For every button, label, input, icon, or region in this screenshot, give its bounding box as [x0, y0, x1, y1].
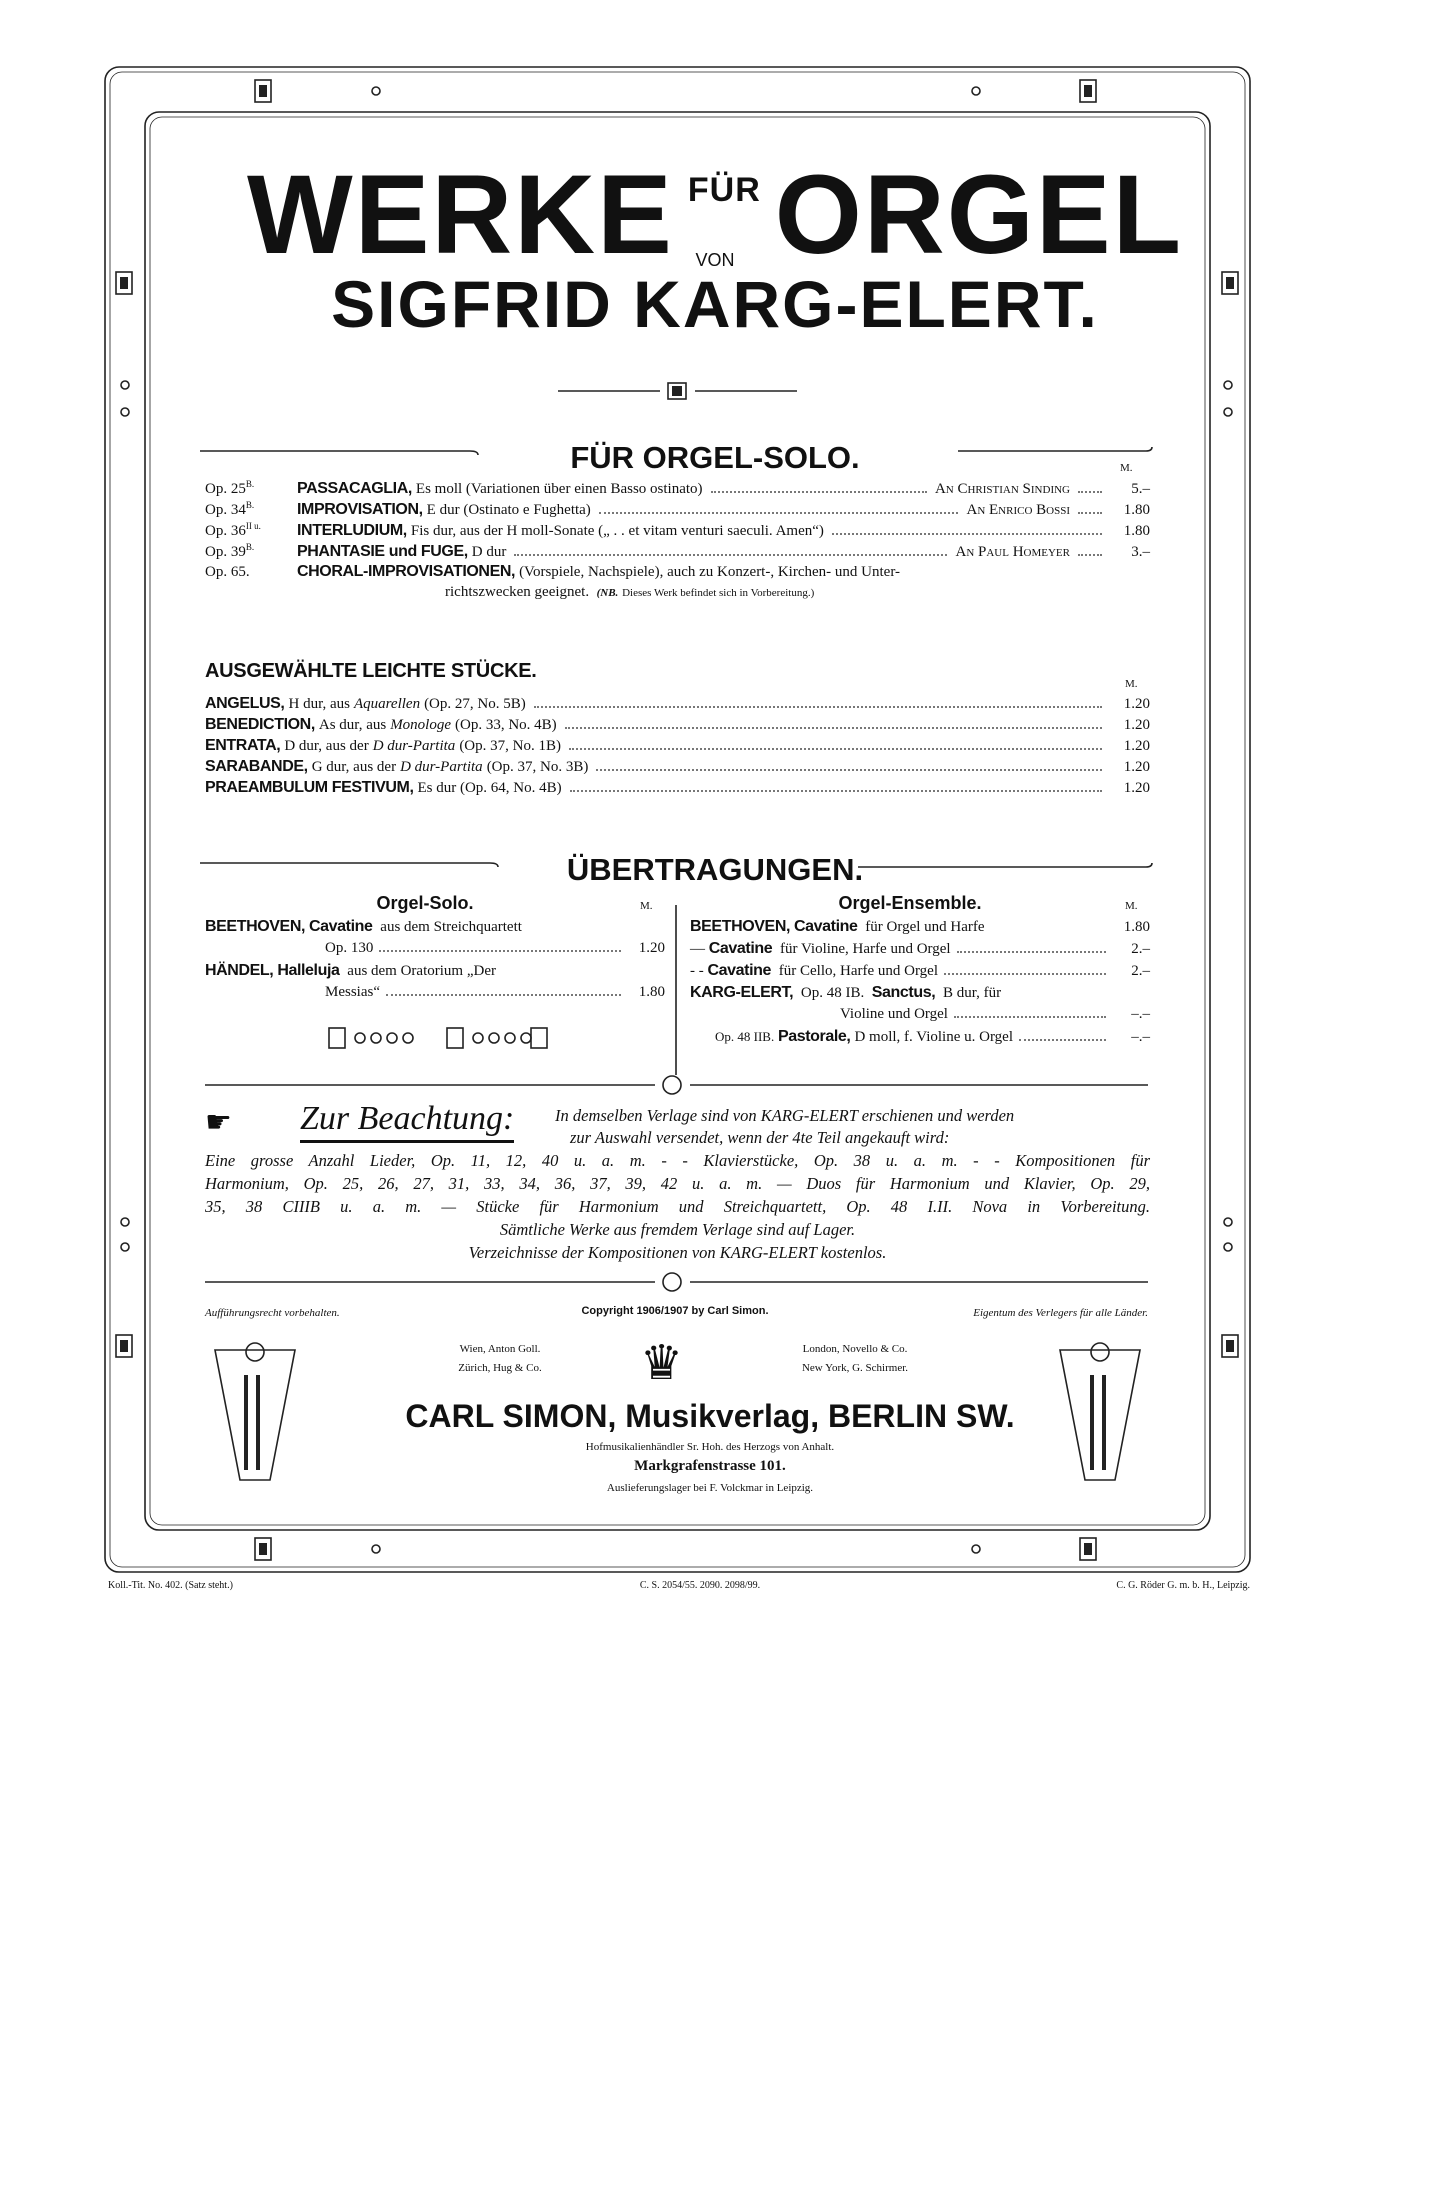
notice-title: Zur Beachtung:	[300, 1100, 514, 1143]
work-title: Cavatine	[707, 962, 771, 979]
solo-heading: FÜR ORGEL-SOLO.	[570, 440, 860, 475]
dot-leader	[1078, 554, 1102, 556]
ensemble-column-heading: Orgel-Ensemble.	[838, 893, 982, 913]
title-werke: WERKE	[246, 152, 674, 277]
composer: HÄNDEL,	[205, 962, 274, 979]
easy-row	[205, 758, 1150, 779]
notice-line-1: Eine grosse Anzahl Lieder, Op. 11, 12, 40 u. a. m. - - Klavierstücke, Op. 38 u. a. m. - - Kompositionen für	[205, 1151, 1150, 1170]
list-item-cont	[690, 1006, 1150, 1028]
list-item	[690, 940, 1150, 962]
opus-number: Op. 48 IIB.	[715, 1029, 775, 1044]
price: 1.20	[1123, 738, 1150, 754]
work-title: SARABANDE,	[205, 758, 308, 775]
work-row	[205, 521, 1150, 542]
notice-line-2: Harmonium, Op. 25, 26, 27, 31, 33, 34, 36, 37, 39, 42 u. a. m. — Duos für Harmonium und Klavier, Op. 29,	[205, 1174, 1150, 1193]
price: 1.80	[638, 984, 665, 1000]
collection-title: D dur-Partita	[372, 738, 456, 754]
notice-line-4: Sämtliche Werke aus fremdem Verlage sind auf Lager.	[499, 1220, 856, 1239]
work-description: Es moll (Variationen über einen Basso ostinato)	[415, 481, 703, 497]
ditto-mark: - -	[690, 963, 704, 979]
work-description: Es dur	[417, 780, 457, 796]
notice-intro-1: In demselben Verlage sind von KARG-ELERT erschienen und werden	[555, 1106, 1015, 1125]
work-description: As dur, aus	[318, 717, 387, 733]
price: 1.80	[1123, 502, 1150, 518]
work-description: aus dem Streichquartett	[380, 919, 522, 935]
work-title: Pastorale,	[777, 1028, 851, 1045]
work-title: BENEDICTION,	[205, 716, 315, 733]
work-description: (Vorspiele, Nachspiele), auch zu Konzert-, Kirchen- und Unter-	[519, 564, 901, 580]
work-row	[205, 479, 1150, 500]
easy-row	[205, 716, 1150, 737]
dot-leader	[569, 748, 1102, 750]
dot-leader	[944, 973, 1106, 975]
composer: KARG-ELERT,	[690, 984, 794, 1001]
opus-label: Op. 25	[205, 481, 246, 497]
opus-suffix: B.	[245, 542, 255, 552]
dot-leader	[386, 994, 621, 996]
opus-label: Op. 39	[205, 544, 246, 560]
opus-number	[205, 521, 297, 540]
work-description: Fis dur, aus der H moll-Sonate („ . . et vitam venturi saeculi. Amen“)	[410, 523, 824, 539]
dedication: An Paul Homeyer	[955, 544, 1070, 560]
dot-leader	[711, 491, 927, 493]
work-title: PRAEAMBULUM FESTIVUM,	[205, 779, 414, 796]
collection-title: D dur-Partita	[400, 759, 483, 775]
dedication: An Christian Sinding	[934, 481, 1070, 497]
work-title: INTERLUDIUM,	[297, 522, 407, 539]
price: 3.–	[1131, 544, 1150, 560]
opus-reference: (Op. 27, No. 5B)	[424, 696, 526, 712]
opus-number: Op. 48 IB.	[800, 985, 865, 1001]
opus-reference: (Op. 33, No. 4B)	[455, 717, 557, 733]
transcription-ensemble-list	[690, 918, 1150, 1050]
footer-left: Koll.-Tit. No. 402. (Satz steht.)	[108, 1580, 233, 1591]
opus-reference: (Op. 37, No. 3B)	[486, 759, 589, 775]
dot-leader	[514, 554, 947, 556]
opus-number	[205, 500, 297, 519]
work-description-cont: Messias“	[325, 984, 380, 1000]
dedication: An Enrico Bossi	[966, 502, 1070, 518]
nb-label: (NB.	[596, 587, 619, 599]
easy-row	[205, 779, 1150, 800]
agent: Zürich, Hug & Co.	[458, 1362, 542, 1374]
opus-suffix: B.	[245, 479, 255, 489]
price: 1.20	[638, 940, 665, 956]
dot-leader	[379, 950, 621, 952]
dot-leader	[1078, 491, 1102, 493]
work-row	[205, 500, 1150, 521]
notice-line-3: 35, 38 CIIIB u. a. m. — Stücke für Harmonium und Streichquartett, Op. 48 I.II. Nova in Vorbereitung.	[205, 1197, 1150, 1216]
opus-number: Op. 65.	[205, 564, 250, 580]
dot-leader	[954, 1016, 1106, 1018]
opus-number	[205, 542, 297, 561]
agents-left	[400, 1340, 600, 1378]
dot-leader	[832, 533, 1102, 535]
work-description: aus dem Oratorium „Der	[347, 963, 496, 979]
composer: BEETHOVEN,	[690, 918, 791, 935]
coat-of-arms-icon: ♛	[640, 1337, 684, 1390]
collection-title: Monologe	[390, 717, 452, 733]
dot-leader	[565, 727, 1102, 729]
easy-row	[205, 695, 1150, 716]
dot-leader	[599, 512, 959, 514]
solo-column-heading: Orgel-Solo.	[376, 893, 474, 913]
work-title: Cavatine	[794, 918, 858, 935]
dot-leader	[596, 769, 1102, 771]
dot-leader	[1078, 512, 1102, 514]
copyright: Copyright 1906/1907 by Carl Simon.	[581, 1305, 769, 1317]
price: 2.–	[1131, 941, 1150, 957]
composer-name: SIGFRID KARG-ELERT.	[331, 267, 1099, 341]
agent: London, Novello & Co.	[802, 1343, 908, 1355]
work-title: Sanctus,	[871, 984, 936, 1001]
currency-label: M.	[1125, 678, 1138, 690]
work-title: Cavatine	[708, 940, 773, 957]
publisher-address: Markgrafenstrasse 101.	[634, 1458, 786, 1474]
dot-leader	[1019, 1039, 1106, 1041]
footer-center: C. S. 2054/55. 2090. 2098/99.	[639, 1580, 761, 1591]
work-description: für Orgel und Harfe	[865, 919, 985, 935]
work-title: Cavatine	[309, 918, 373, 935]
notice-line-5: Verzeichnisse der Kompositionen von KARG-ELERT kostenlos.	[468, 1243, 887, 1262]
opus-label: Op. 34	[205, 502, 246, 518]
work-row	[205, 542, 1150, 563]
price: 1.80	[1123, 523, 1150, 539]
list-item	[690, 984, 1150, 1006]
court-title: Hofmusikalienhändler Sr. Hoh. des Herzogs von Anhalt.	[585, 1441, 835, 1453]
work-title: ENTRATA,	[205, 737, 281, 754]
price: 2.–	[1131, 963, 1150, 979]
opus-suffix: II u.	[245, 521, 261, 531]
work-title: Halleluja	[277, 962, 340, 979]
work-description: E dur (Ostinato e Fughetta)	[426, 502, 591, 518]
price: 5.–	[1131, 481, 1150, 497]
property-note: Eigentum des Verlegers für alle Länder.	[973, 1307, 1148, 1319]
work-description: D dur, aus der	[284, 738, 369, 754]
work-description: G dur, aus der	[311, 759, 397, 775]
price: 1.20	[1123, 717, 1150, 733]
easy-row	[205, 737, 1150, 758]
dot-leader	[570, 790, 1102, 792]
agent: Wien, Anton Goll.	[459, 1343, 541, 1355]
work-description: D dur	[471, 544, 507, 560]
list-item	[205, 962, 665, 984]
work-description: für Violine, Harfe und Orgel	[780, 941, 951, 957]
composer: BEETHOVEN,	[205, 918, 306, 935]
title-von: VON	[695, 250, 735, 270]
list-item	[690, 918, 1150, 940]
opus-number	[205, 479, 297, 498]
price: 1.20	[1123, 759, 1150, 775]
work-description: für Cello, Harfe und Orgel	[778, 963, 939, 979]
footer-right: C. G. Röder G. m. b. H., Leipzig.	[1116, 1580, 1250, 1591]
ditto-mark: —	[690, 941, 705, 957]
list-item	[205, 918, 665, 940]
agents-right	[750, 1340, 960, 1378]
choral-row	[205, 563, 1150, 584]
agent: New York, G. Schirmer.	[801, 1362, 909, 1374]
collection-title: Aquarellen	[353, 696, 421, 712]
work-title: PHANTASIE und FUGE,	[297, 543, 468, 560]
easy-heading: AUSGEWÄHLTE LEICHTE STÜCKE.	[205, 660, 537, 682]
list-item	[690, 962, 1150, 984]
work-description-cont: richtszwecken geeignet.	[445, 584, 590, 600]
publisher-name: CARL SIMON, Musikverlag, BERLIN SW.	[405, 1398, 1015, 1434]
opus-suffix: B.	[245, 500, 255, 510]
list-item	[690, 1028, 1150, 1050]
currency-label: M.	[1120, 462, 1133, 474]
work-title: IMPROVISATION,	[297, 501, 423, 518]
title-orgel: ORGEL	[774, 152, 1183, 277]
currency-label: M.	[640, 900, 653, 912]
opus-reference: (Op. 64, No. 4B)	[459, 780, 562, 796]
work-description: B dur, für	[943, 985, 1002, 1001]
opus-reference: (Op. 37, No. 1B)	[459, 738, 561, 754]
opus-number: Op. 130	[325, 940, 374, 956]
price: –.–	[1131, 1006, 1150, 1022]
rights-note: Aufführungsrecht vorbehalten.	[205, 1307, 340, 1319]
title-fuer: FÜR	[687, 171, 761, 209]
work-title: ANGELUS,	[205, 695, 285, 712]
work-title: PASSACAGLIA,	[297, 480, 412, 497]
price: 1.20	[1123, 696, 1150, 712]
notice-intro-2: zur Auswahl versendet, wenn der 4te Teil angekauft wird:	[570, 1128, 950, 1147]
price: 1.20	[1123, 780, 1150, 796]
nb-text: Dieses Werk befindet sich in Vorbereitung.)	[622, 587, 815, 599]
list-item-cont	[205, 984, 665, 1006]
transcriptions-heading: ÜBERTRAGUNGEN.	[566, 852, 864, 887]
work-description: D moll, f. Violine u. Orgel	[854, 1029, 1014, 1045]
price: –.–	[1131, 1029, 1150, 1045]
list-item-cont	[205, 940, 665, 962]
pointing-hand-icon: ☛	[205, 1106, 232, 1139]
work-description-cont: Violine und Orgel	[840, 1006, 948, 1022]
dot-leader	[534, 706, 1102, 708]
transcription-solo-list	[205, 918, 665, 1006]
choral-row-cont	[445, 584, 1145, 605]
currency-label: M.	[1125, 900, 1138, 912]
work-description: H dur, aus	[288, 696, 350, 712]
opus-label: Op. 36	[205, 523, 246, 539]
work-title: CHORAL-IMPROVISATIONEN,	[297, 563, 516, 580]
dot-leader	[957, 951, 1106, 953]
delivery-note: Auslieferungslager bei F. Volckmar in Leipzig.	[606, 1482, 814, 1494]
price: 1.80	[1123, 919, 1150, 935]
